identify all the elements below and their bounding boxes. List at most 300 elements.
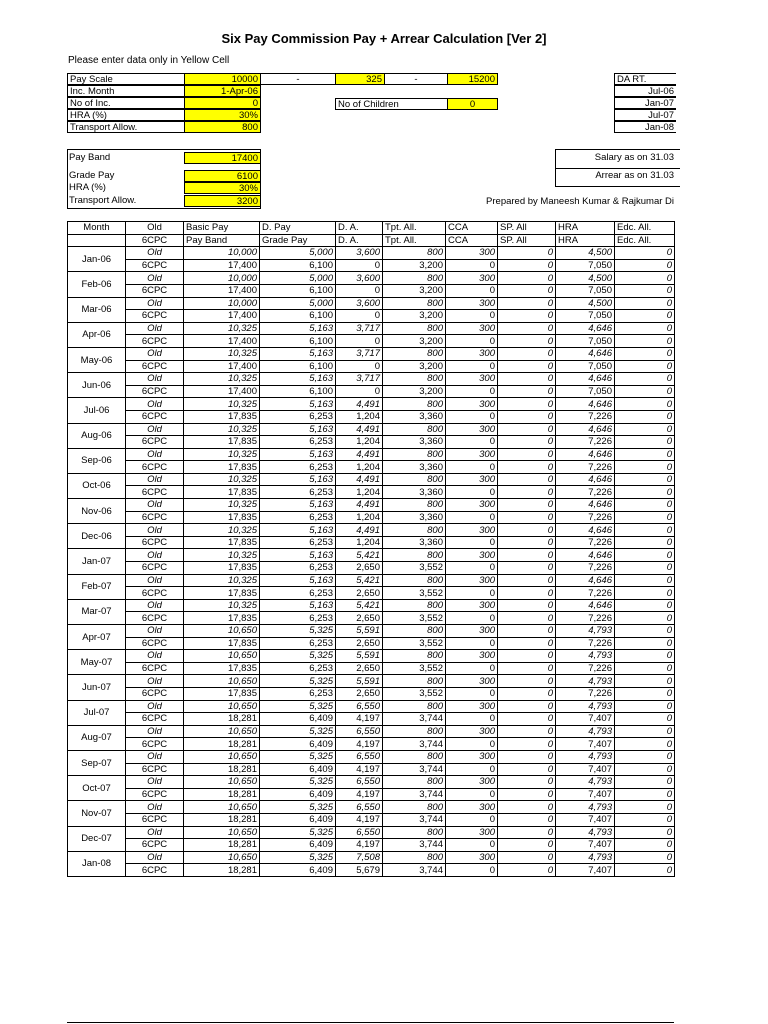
pay-scale-end-input[interactable]: 15200: [447, 73, 498, 85]
month-cell: Jun-06: [68, 373, 126, 398]
month-cell: Oct-07: [68, 776, 126, 801]
value-cell: 6,550: [336, 750, 383, 763]
value-cell: 0: [615, 473, 675, 486]
value-cell: 300: [446, 549, 498, 562]
value-cell: 10,325: [184, 574, 260, 587]
value-cell: 0: [498, 675, 556, 688]
value-cell: 10,325: [184, 423, 260, 436]
value-cell: 0: [615, 284, 675, 297]
value-cell: 0: [615, 650, 675, 663]
value-cell: 300: [446, 347, 498, 360]
value-cell: 3,552: [383, 587, 446, 600]
value-cell: 300: [446, 373, 498, 386]
value-cell: 0: [498, 713, 556, 726]
value-cell: 7,226: [556, 587, 615, 600]
value-cell: 3,200: [383, 310, 446, 323]
value-cell: 300: [446, 247, 498, 260]
value-cell: 17,835: [184, 562, 260, 575]
value-cell: 800: [383, 750, 446, 763]
value-cell: 300: [446, 322, 498, 335]
value-cell: 0: [615, 776, 675, 789]
value-cell: 7,050: [556, 259, 615, 272]
row-type-6cpc: 6CPC: [126, 662, 184, 675]
value-cell: 5,325: [260, 826, 336, 839]
value-cell: 0: [615, 788, 675, 801]
value-cell: 7,226: [556, 410, 615, 423]
value-cell: 18,281: [184, 788, 260, 801]
value-cell: 0: [615, 700, 675, 713]
value-cell: 5,591: [336, 625, 383, 638]
value-cell: 3,552: [383, 612, 446, 625]
col-header-month: Month: [68, 222, 126, 235]
row-type-old: Old: [126, 826, 184, 839]
table-row: [68, 612, 675, 625]
row-type-old: Old: [126, 549, 184, 562]
value-cell: 0: [498, 687, 556, 700]
col-header-sp: SP. All: [498, 222, 556, 235]
value-cell: 800: [383, 625, 446, 638]
row-type-6cpc: 6CPC: [126, 536, 184, 549]
value-cell: 0: [498, 763, 556, 776]
value-cell: 5,591: [336, 650, 383, 663]
new-transport-input[interactable]: 3200: [184, 195, 261, 207]
row-type-old: Old: [126, 625, 184, 638]
value-cell: 800: [383, 650, 446, 663]
value-cell: 0: [446, 713, 498, 726]
month-cell: Jan-06: [68, 247, 126, 272]
value-cell: 4,197: [336, 788, 383, 801]
value-cell: 300: [446, 423, 498, 436]
value-cell: 0: [446, 436, 498, 449]
row-type-old: Old: [126, 801, 184, 814]
value-cell: 0: [615, 637, 675, 650]
row-type-6cpc: 6CPC: [126, 612, 184, 625]
table-row: [68, 813, 675, 826]
inc-month-input[interactable]: 1-Apr-06: [184, 85, 261, 97]
table-row: [68, 851, 675, 864]
month-cell: Feb-07: [68, 574, 126, 599]
value-cell: 0: [615, 347, 675, 360]
value-cell: 2,650: [336, 587, 383, 600]
value-cell: 4,646: [556, 549, 615, 562]
value-cell: 800: [383, 776, 446, 789]
value-cell: 4,491: [336, 473, 383, 486]
value-cell: 7,050: [556, 385, 615, 398]
value-cell: 4,793: [556, 700, 615, 713]
value-cell: 5,325: [260, 650, 336, 663]
value-cell: 4,491: [336, 398, 383, 411]
value-cell: 0: [615, 297, 675, 310]
value-cell: 10,650: [184, 675, 260, 688]
value-cell: 0: [615, 864, 675, 877]
no-of-inc-input[interactable]: 0: [184, 97, 261, 109]
value-cell: 300: [446, 700, 498, 713]
value-cell: 0: [498, 826, 556, 839]
value-cell: 6,253: [260, 662, 336, 675]
value-cell: 800: [383, 448, 446, 461]
value-cell: 0: [498, 750, 556, 763]
value-cell: 18,281: [184, 713, 260, 726]
value-cell: 800: [383, 473, 446, 486]
value-cell: 7,226: [556, 662, 615, 675]
value-cell: 2,650: [336, 687, 383, 700]
value-cell: 3,360: [383, 486, 446, 499]
value-cell: 0: [498, 700, 556, 713]
value-cell: 4,500: [556, 297, 615, 310]
month-cell: Nov-06: [68, 499, 126, 524]
value-cell: 3,200: [383, 335, 446, 348]
value-cell: 4,500: [556, 272, 615, 285]
value-cell: 3,360: [383, 461, 446, 474]
value-cell: 7,050: [556, 335, 615, 348]
value-cell: 5,591: [336, 675, 383, 688]
value-cell: 0: [498, 864, 556, 877]
da-rate-date: Jul-06: [614, 85, 676, 97]
value-cell: 800: [383, 347, 446, 360]
table-row: [68, 637, 675, 650]
value-cell: 4,197: [336, 839, 383, 852]
value-cell: 0: [446, 612, 498, 625]
row-type-old: Old: [126, 524, 184, 537]
value-cell: 10,325: [184, 347, 260, 360]
value-cell: 1,204: [336, 461, 383, 474]
header-row: [68, 234, 675, 247]
value-cell: 0: [615, 750, 675, 763]
value-cell: 0: [498, 776, 556, 789]
new-transport-label: Transport Allow.: [69, 195, 137, 206]
table-row: [68, 826, 675, 839]
value-cell: 5,163: [260, 499, 336, 512]
value-cell: 0: [498, 247, 556, 260]
value-cell: 18,281: [184, 738, 260, 751]
row-type-old: Old: [126, 499, 184, 512]
value-cell: 3,744: [383, 788, 446, 801]
table-row: [68, 448, 675, 461]
row-type-old: Old: [126, 448, 184, 461]
value-cell: 0: [615, 499, 675, 512]
value-cell: 10,650: [184, 826, 260, 839]
value-cell: 800: [383, 297, 446, 310]
month-cell: Jul-07: [68, 700, 126, 725]
value-cell: 6,409: [260, 713, 336, 726]
value-cell: 6,550: [336, 700, 383, 713]
value-cell: 17,835: [184, 587, 260, 600]
value-cell: 3,600: [336, 297, 383, 310]
value-cell: 0: [498, 259, 556, 272]
month-cell: May-07: [68, 650, 126, 675]
table-row: [68, 347, 675, 360]
value-cell: 5,000: [260, 297, 336, 310]
value-cell: 7,407: [556, 788, 615, 801]
value-cell: 0: [336, 259, 383, 272]
value-cell: 0: [446, 310, 498, 323]
value-cell: 5,163: [260, 347, 336, 360]
month-cell: Dec-06: [68, 524, 126, 549]
table-row: [68, 272, 675, 285]
value-cell: 10,650: [184, 851, 260, 864]
row-type-6cpc: 6CPC: [126, 385, 184, 398]
value-cell: 0: [615, 813, 675, 826]
value-cell: 10,325: [184, 473, 260, 486]
value-cell: 7,226: [556, 536, 615, 549]
value-cell: 4,197: [336, 763, 383, 776]
row-type-old: Old: [126, 776, 184, 789]
value-cell: 5,163: [260, 473, 336, 486]
value-cell: 0: [615, 524, 675, 537]
value-cell: 5,679: [336, 864, 383, 877]
value-cell: 7,050: [556, 310, 615, 323]
row-type-old: Old: [126, 851, 184, 864]
value-cell: 6,100: [260, 259, 336, 272]
value-cell: 0: [498, 360, 556, 373]
row-type-old: Old: [126, 247, 184, 260]
value-cell: 5,163: [260, 448, 336, 461]
table-row: [68, 524, 675, 537]
table-row: [68, 738, 675, 751]
value-cell: 3,717: [336, 373, 383, 386]
value-cell: 17,835: [184, 410, 260, 423]
value-cell: 0: [446, 360, 498, 373]
no-of-children-input[interactable]: 0: [447, 98, 498, 110]
value-cell: 0: [615, 423, 675, 436]
value-cell: 300: [446, 851, 498, 864]
value-cell: 6,253: [260, 461, 336, 474]
value-cell: 0: [615, 398, 675, 411]
pay-scale-increment-input[interactable]: 325: [335, 73, 385, 85]
value-cell: 0: [446, 637, 498, 650]
value-cell: 1,204: [336, 436, 383, 449]
value-cell: 3,744: [383, 763, 446, 776]
value-cell: 0: [615, 562, 675, 575]
value-cell: 6,100: [260, 310, 336, 323]
value-cell: 3,744: [383, 813, 446, 826]
col-header-edc: Edc. All.: [615, 222, 675, 235]
value-cell: 5,163: [260, 599, 336, 612]
month-cell: Jul-06: [68, 398, 126, 423]
row-type-old: Old: [126, 574, 184, 587]
value-cell: 0: [615, 310, 675, 323]
pay-band-input[interactable]: 17400: [184, 152, 261, 164]
value-cell: 0: [615, 511, 675, 524]
pay-arrear-table: [67, 221, 675, 877]
value-cell: 0: [615, 675, 675, 688]
value-cell: 0: [498, 549, 556, 562]
value-cell: 6,550: [336, 725, 383, 738]
value-cell: 10,000: [184, 272, 260, 285]
value-cell: 0: [446, 511, 498, 524]
value-cell: 3,200: [383, 360, 446, 373]
value-cell: 0: [615, 436, 675, 449]
da-rate-date: Jan-07: [614, 97, 676, 109]
value-cell: 6,409: [260, 763, 336, 776]
month-cell: Feb-06: [68, 272, 126, 297]
table-row: [68, 461, 675, 474]
value-cell: 800: [383, 574, 446, 587]
value-cell: 4,793: [556, 801, 615, 814]
new-hra-input[interactable]: 30%: [184, 182, 261, 194]
table-row: [68, 310, 675, 323]
header-row: [68, 222, 675, 235]
row-type-old: Old: [126, 700, 184, 713]
value-cell: 5,421: [336, 599, 383, 612]
value-cell: 800: [383, 373, 446, 386]
value-cell: 0: [446, 587, 498, 600]
value-cell: 0: [498, 574, 556, 587]
value-cell: 3,200: [383, 284, 446, 297]
col-header-da: D. A.: [336, 222, 383, 235]
col-header-blank: [68, 234, 126, 247]
table-row: [68, 763, 675, 776]
col-header-cca: CCA: [446, 222, 498, 235]
month-cell: Jan-08: [68, 851, 126, 876]
summary-divider: [555, 168, 680, 169]
row-type-6cpc: 6CPC: [126, 461, 184, 474]
value-cell: 3,360: [383, 410, 446, 423]
value-cell: 0: [615, 373, 675, 386]
value-cell: 1,204: [336, 511, 383, 524]
value-cell: 17,400: [184, 284, 260, 297]
value-cell: 17,400: [184, 360, 260, 373]
value-cell: 6,100: [260, 284, 336, 297]
value-cell: 0: [615, 625, 675, 638]
month-cell: Apr-07: [68, 625, 126, 650]
value-cell: 5,163: [260, 524, 336, 537]
value-cell: 5,421: [336, 549, 383, 562]
month-cell: Mar-06: [68, 297, 126, 322]
row-type-6cpc: 6CPC: [126, 587, 184, 600]
value-cell: 0: [446, 813, 498, 826]
col-header-type: Old: [126, 222, 184, 235]
row-type-old: Old: [126, 322, 184, 335]
value-cell: 6,100: [260, 335, 336, 348]
value-cell: 300: [446, 650, 498, 663]
value-cell: 4,491: [336, 499, 383, 512]
value-cell: 0: [498, 410, 556, 423]
row-type-6cpc: 6CPC: [126, 839, 184, 852]
row-type-old: Old: [126, 272, 184, 285]
value-cell: 0: [498, 650, 556, 663]
da-rate-label: DA RT.: [614, 73, 676, 85]
col-header-edc: Edc. All.: [615, 234, 675, 247]
col-header-da: D. A.: [336, 234, 383, 247]
value-cell: 0: [498, 461, 556, 474]
value-cell: 0: [498, 562, 556, 575]
col-header-tpt: Tpt. All.: [383, 234, 446, 247]
value-cell: 0: [498, 398, 556, 411]
transport-input[interactable]: 800: [184, 121, 261, 133]
month-cell: Nov-07: [68, 801, 126, 826]
value-cell: 4,793: [556, 675, 615, 688]
hra-input[interactable]: 30%: [184, 109, 261, 121]
value-cell: 4,793: [556, 826, 615, 839]
value-cell: 10,325: [184, 373, 260, 386]
value-cell: 5,163: [260, 322, 336, 335]
table-row: [68, 247, 675, 260]
grade-pay-input[interactable]: 6100: [184, 170, 261, 182]
value-cell: 0: [336, 284, 383, 297]
value-cell: 6,253: [260, 536, 336, 549]
value-cell: 7,226: [556, 612, 615, 625]
table-row: [68, 562, 675, 575]
value-cell: 7,508: [336, 851, 383, 864]
value-cell: 4,646: [556, 499, 615, 512]
value-cell: 4,793: [556, 776, 615, 789]
value-cell: 800: [383, 826, 446, 839]
value-cell: 800: [383, 499, 446, 512]
value-cell: 3,360: [383, 536, 446, 549]
table-row: [68, 700, 675, 713]
row-type-6cpc: 6CPC: [126, 284, 184, 297]
value-cell: 17,835: [184, 612, 260, 625]
month-cell: Jan-07: [68, 549, 126, 574]
table-row: [68, 297, 675, 310]
pay-scale-label: Pay Scale: [67, 73, 184, 85]
value-cell: 0: [615, 360, 675, 373]
value-cell: 0: [498, 801, 556, 814]
value-cell: 0: [498, 662, 556, 675]
table-row: [68, 499, 675, 512]
value-cell: 0: [615, 259, 675, 272]
table-row: [68, 675, 675, 688]
table-row: [68, 385, 675, 398]
value-cell: 800: [383, 675, 446, 688]
hra-label: HRA (%): [67, 109, 184, 121]
value-cell: 17,400: [184, 259, 260, 272]
value-cell: 6,253: [260, 687, 336, 700]
value-cell: 300: [446, 398, 498, 411]
value-cell: 0: [615, 599, 675, 612]
value-cell: 2,650: [336, 662, 383, 675]
value-cell: 0: [615, 410, 675, 423]
row-type-old: Old: [126, 398, 184, 411]
table-row: [68, 322, 675, 335]
row-type-old: Old: [126, 373, 184, 386]
month-cell: Mar-07: [68, 599, 126, 624]
pay-scale-start-input[interactable]: 10000: [184, 73, 261, 85]
value-cell: 0: [446, 839, 498, 852]
value-cell: 2,650: [336, 637, 383, 650]
table-row: [68, 839, 675, 852]
value-cell: 800: [383, 524, 446, 537]
value-cell: 4,646: [556, 599, 615, 612]
value-cell: 6,253: [260, 562, 336, 575]
value-cell: 5,325: [260, 625, 336, 638]
value-cell: 0: [498, 385, 556, 398]
value-cell: 4,197: [336, 813, 383, 826]
value-cell: 0: [498, 448, 556, 461]
value-cell: 0: [615, 687, 675, 700]
col-header-hra: HRA: [556, 222, 615, 235]
table-row: [68, 549, 675, 562]
value-cell: 0: [446, 738, 498, 751]
value-cell: 0: [615, 839, 675, 852]
value-cell: 7,226: [556, 511, 615, 524]
value-cell: 18,281: [184, 839, 260, 852]
value-cell: 7,407: [556, 839, 615, 852]
value-cell: 300: [446, 801, 498, 814]
row-type-6cpc: 6CPC: [126, 788, 184, 801]
value-cell: 4,793: [556, 650, 615, 663]
table-row: [68, 864, 675, 877]
value-cell: 5,163: [260, 549, 336, 562]
value-cell: 2,650: [336, 612, 383, 625]
table-row: [68, 650, 675, 663]
value-cell: 6,100: [260, 385, 336, 398]
value-cell: 3,552: [383, 662, 446, 675]
col-header-grade-pay: Grade Pay: [260, 234, 336, 247]
month-cell: Apr-06: [68, 322, 126, 347]
value-cell: 3,600: [336, 272, 383, 285]
